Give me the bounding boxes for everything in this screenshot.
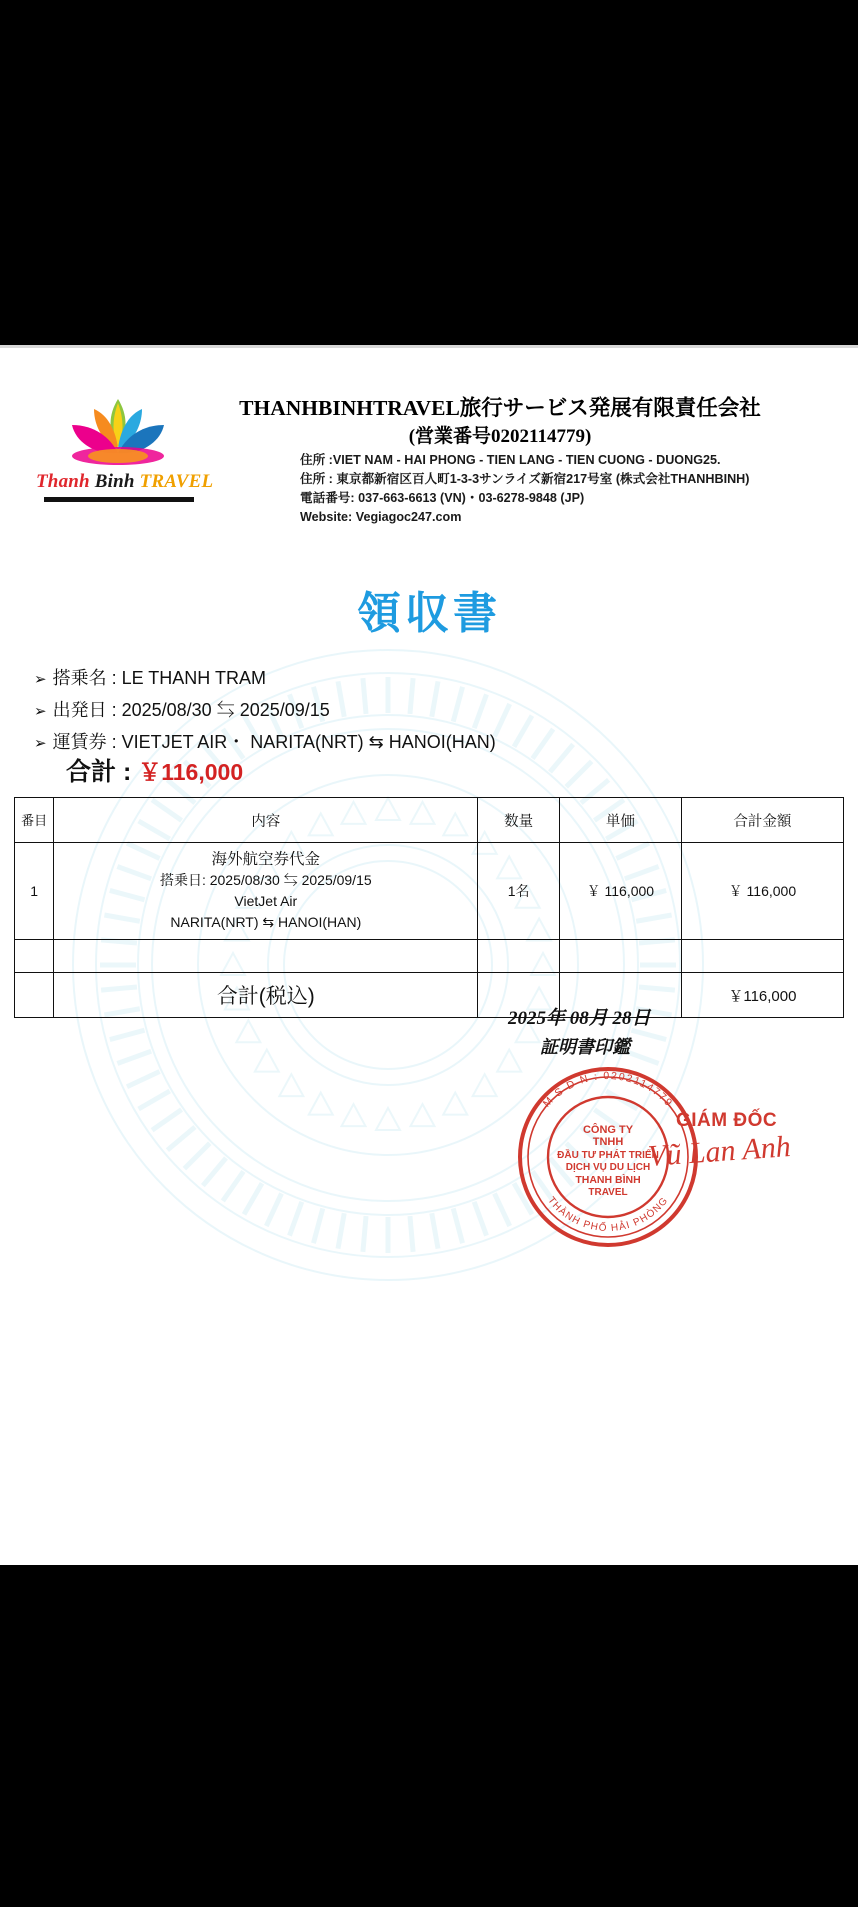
company-registration: (営業番号0202114779) <box>408 426 592 447</box>
passenger-row <box>34 663 734 695</box>
stamp-line-4: DỊCH VỤ DU LỊCH <box>565 1162 651 1173</box>
blank-unit-price <box>559 940 681 973</box>
stamp-line-3: ĐẦU TƯ PHÁT TRIỂN <box>557 1150 659 1161</box>
fare-label: 運賃券 : <box>52 732 117 752</box>
signature-caption: 証明書印鑑 <box>540 1037 630 1057</box>
director-label: GIÁM ĐỐC <box>676 1110 778 1131</box>
table-header-row <box>15 798 844 843</box>
stamp-line-2: TNHH <box>592 1136 624 1148</box>
cell-unit-price: ￥ 116,000 <box>559 843 681 940</box>
svg-text:M S D N : 0202114779 <box>541 1070 676 1110</box>
header-no <box>15 798 54 843</box>
company-logo <box>36 393 214 513</box>
table-summary-row <box>15 973 844 1018</box>
lotus-icon <box>54 393 182 471</box>
summary-label: 合計(税込) <box>54 973 478 1018</box>
logo-wordmark <box>36 471 214 493</box>
signature-date: 2025年 08月 28日 <box>508 1008 651 1029</box>
blank-no <box>15 940 54 973</box>
bullet-arrow-icon: ➢ <box>34 671 47 688</box>
stamp-bottom-text: THÀNH PHỐ HẢI PHÒNG <box>545 1194 671 1235</box>
cell-quantity: 1名 <box>478 843 560 940</box>
total-line <box>66 752 243 788</box>
summary-no <box>15 973 54 1018</box>
receipt-document <box>0 345 858 1565</box>
cell-description <box>54 843 478 940</box>
cell-amount: ￥ 116,000 <box>681 843 843 940</box>
document-top-divider <box>0 345 858 348</box>
blank-amount <box>681 940 843 973</box>
desc-line-4: NARITA(NRT) ⇆ HANOI(HAN) <box>170 914 362 930</box>
company-contact-block <box>300 451 820 527</box>
departure-label: 出発日 : <box>52 700 117 720</box>
desc-line-3: VietJet Air <box>234 893 298 909</box>
stamp-line-1: CÔNG TY <box>582 1124 634 1136</box>
total-label: 合計 : <box>66 758 132 786</box>
header-description: 内容 <box>54 798 478 843</box>
logo-underline <box>44 497 194 502</box>
logo-word-2: Binh <box>94 471 140 492</box>
booking-info <box>34 663 734 759</box>
departure-row <box>34 695 734 727</box>
passenger-label: 搭乗名 : <box>52 668 117 688</box>
stamp-line-6: TRAVEL <box>588 1187 628 1198</box>
company-address-vn: 住所 :VIET NAM - HAI PHONG - TIEN LANG - TIEN CUONG - DUONG25. <box>300 453 721 467</box>
desc-line-2: 搭乗日: 2025/08/30 ⇆ 2025/09/15 <box>159 872 372 888</box>
header-no-label: 番目 <box>21 812 48 828</box>
company-address-jp: 住所 : 東京都新宿区百人町1-3-3サンライズ新宿217号室 (株式会社THANHBINH) <box>300 472 750 486</box>
fare-value: VIETJET AIR・ NARITA(NRT) ⇆ HANOI(HAN) <box>121 732 496 752</box>
summary-amount: ￥116,000 <box>681 973 843 1018</box>
header-unit-price: 単価 <box>559 798 681 843</box>
document-header <box>0 367 858 527</box>
table-row <box>15 843 844 940</box>
stamp-line-5: THANH BÌNH <box>575 1174 641 1186</box>
bullet-arrow-icon: ➢ <box>34 735 47 752</box>
blank-quantity <box>478 940 560 973</box>
receipt-table <box>14 797 844 1018</box>
cell-no: 1 <box>15 843 54 940</box>
total-amount: ￥116,000 <box>138 759 244 785</box>
company-website: Website: Vegiagoc247.com <box>300 510 462 524</box>
bullet-arrow-icon: ➢ <box>34 703 47 720</box>
header-total-amount: 合計金額 <box>681 798 843 843</box>
company-name: THANHBINHTRAVEL旅行サービス発展有限責任会社 <box>239 396 761 420</box>
blank-description <box>54 940 478 973</box>
passenger-value: LE THANH TRAM <box>121 668 266 688</box>
table-row-blank <box>15 940 844 973</box>
stamp-outer-text: M S D N : 0202114779 <box>540 1069 676 1110</box>
logo-word-3: TRAVEL <box>139 471 214 492</box>
desc-line-1: 海外航空券代金 <box>211 851 321 868</box>
header-quantity: 数量 <box>478 798 560 843</box>
logo-word-1: Thanh <box>36 471 95 492</box>
company-phone: 電話番号: 037-663-6613 (VN)・03-6278-9848 (JP) <box>300 491 585 505</box>
page-title: 領収書 <box>357 589 501 638</box>
director-signature: Vũ Lan Anh <box>646 1130 792 1173</box>
departure-value: 2025/08/30 ⇆ 2025/09/15 <box>121 700 330 720</box>
svg-text:THÀNH PHỐ HẢI PHÒNG <box>545 1195 670 1234</box>
